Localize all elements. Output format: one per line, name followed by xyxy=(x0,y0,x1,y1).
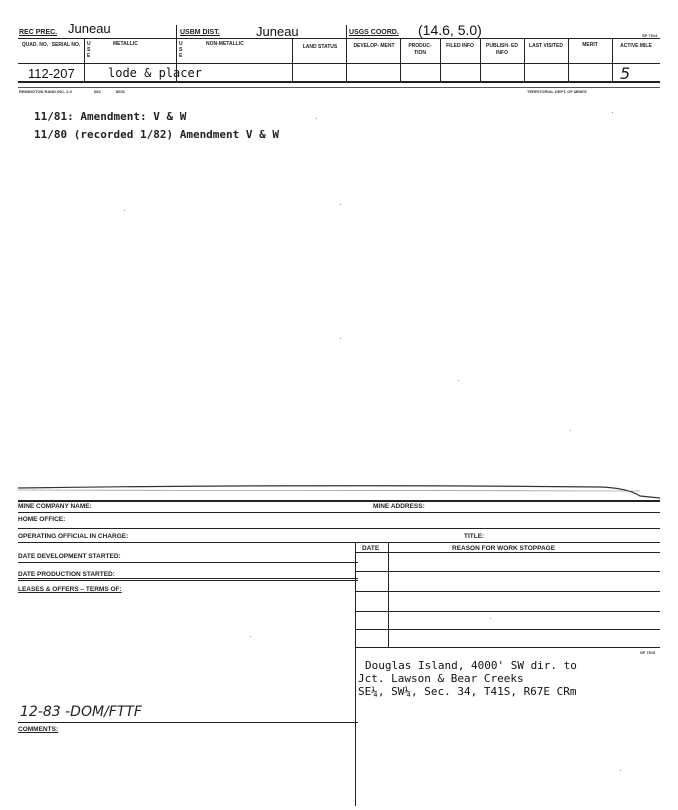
location-line-1: Douglas Island, 4000' SW dir. to xyxy=(365,659,577,672)
col-merit: MERIT xyxy=(582,42,598,48)
stoppage-rule-2 xyxy=(355,591,660,592)
rule-company xyxy=(18,500,660,502)
reason-label: REASON FOR WORK STOPPAGE xyxy=(452,545,556,552)
top-rule-2 xyxy=(18,63,660,64)
col-last-visited: LAST VISITED xyxy=(529,43,563,49)
vsep-7 xyxy=(480,38,481,81)
footer-code-1: 682 xyxy=(94,89,101,94)
rule-prod xyxy=(18,562,358,563)
metallic-value: lode & placer xyxy=(108,66,202,80)
col-use-nonmetallic: U S E xyxy=(179,41,183,59)
vsep-6 xyxy=(440,38,441,81)
speck xyxy=(340,338,341,339)
vsep-2 xyxy=(346,25,347,81)
top-rule-1 xyxy=(18,38,660,39)
date-label: DATE xyxy=(362,545,380,552)
top-rule-4 xyxy=(18,87,660,88)
rule-operating xyxy=(18,528,660,529)
speck xyxy=(340,204,341,205)
stoppage-rule-1 xyxy=(355,571,660,572)
dev-started-label: DATE DEVELOPMENT STARTED: xyxy=(18,553,121,560)
speck xyxy=(124,210,125,211)
stoppage-vline-date xyxy=(388,542,389,647)
note-line-1: 11/81: Amendment: V & W xyxy=(34,110,187,123)
location-line-2: Jct. Lawson & Bear Creeks xyxy=(358,672,524,685)
home-office-label: HOME OFFICE: xyxy=(18,516,66,523)
vsep-10 xyxy=(612,38,613,81)
stoppage-rule-3 xyxy=(355,611,660,612)
usbm-dist-value: Juneau xyxy=(256,24,299,39)
stoppage-rule-4 xyxy=(355,629,660,630)
vsep-4 xyxy=(292,38,293,81)
speck xyxy=(316,118,317,119)
rec-prec-label: REC PREC. xyxy=(19,29,58,36)
stoppage-rule-5 xyxy=(355,647,660,648)
col-active-mile: ACTIVE MILE xyxy=(620,43,652,49)
footer-right: TERRITORIAL DEPT. OF MINES xyxy=(527,89,587,94)
rule-home xyxy=(18,512,660,513)
vsep-8 xyxy=(524,38,525,81)
speck xyxy=(620,770,621,771)
stoppage-rule-0 xyxy=(355,552,660,553)
col-nonmetallic: NON-METALLIC xyxy=(206,41,244,47)
comments-label: COMMENTS: xyxy=(18,726,59,733)
operating-official-label: OPERATING OFFICIAL IN CHARGE: xyxy=(18,533,129,540)
col-development: DEVELOP- MENT xyxy=(353,43,395,49)
col-published-info: PUBLISH- ED INFO xyxy=(486,43,518,56)
active-value: 5 xyxy=(620,64,631,83)
rec-prec-value: Juneau xyxy=(68,21,111,36)
top-rule-3 xyxy=(18,81,660,83)
vsep-3 xyxy=(84,38,85,81)
speck xyxy=(458,380,459,381)
rule-comments xyxy=(18,722,358,723)
top-form-number: SP 7914 xyxy=(642,33,658,38)
stoppage-vline-left xyxy=(355,542,356,806)
prod-started-label: DATE PRODUCTION STARTED: xyxy=(18,571,115,578)
col-quad: QUAD. NO. xyxy=(21,42,49,48)
quad-serial-value: 112-207 xyxy=(28,66,75,81)
rule-leases-2 xyxy=(18,580,358,581)
usbm-dist-label: USBM DIST. xyxy=(180,29,220,36)
handwritten-note: 12-83 -DOM/FTTF xyxy=(20,704,142,720)
speck xyxy=(570,430,571,431)
leases-label: LEASES & OFFERS – TERMS OF: xyxy=(18,586,122,593)
title-label: TITLE: xyxy=(464,533,485,540)
rule-leases xyxy=(18,578,358,579)
col-production: PRODUC- TION xyxy=(408,43,432,56)
mine-address-label: MINE ADDRESS: xyxy=(373,503,425,510)
rule-dev xyxy=(18,542,660,543)
vsep-5 xyxy=(400,38,401,81)
footer-left: REMINGTON RAND INC. 2.0 xyxy=(19,89,72,94)
speck xyxy=(250,636,251,637)
footer-code-2: 8601 xyxy=(116,89,125,94)
mine-company-label: MINE COMPANY NAME: xyxy=(18,503,92,510)
note-line-2: 11/80 (recorded 1/82) Amendment V & W xyxy=(34,128,280,141)
vsep-9 xyxy=(568,38,569,81)
speck xyxy=(612,112,613,113)
col-filed-info: FILED INFO xyxy=(446,43,474,49)
usgs-coord-value: (14.6, 5.0) xyxy=(418,22,482,38)
location-line-3: SE¼, SW¼, Sec. 34, T41S, R67E CRm xyxy=(358,685,577,698)
bottom-form-number: SP 7915 xyxy=(640,650,656,655)
col-land-status: LAND STATUS xyxy=(302,44,338,50)
col-serial: SERIAL NO. xyxy=(51,42,81,48)
speck xyxy=(490,618,491,619)
col-metallic: METALLIC xyxy=(113,41,138,47)
usgs-coord-label: USGS COORD. xyxy=(349,29,399,36)
col-use-metallic: U S E xyxy=(87,41,91,59)
